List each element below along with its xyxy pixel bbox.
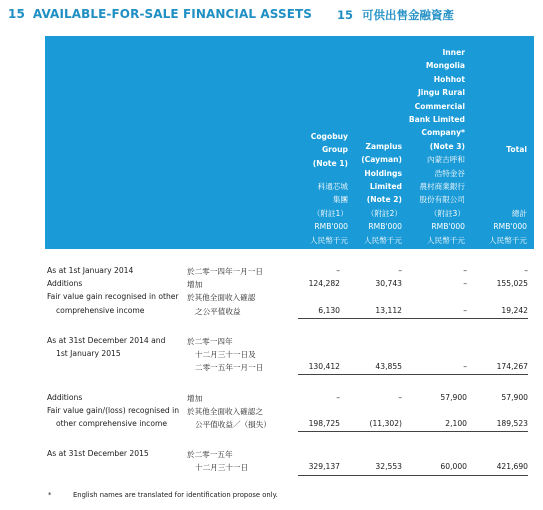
table-cell: – [463, 266, 467, 275]
column-header-en: Inner Mongolia Hohhot Jingu Rural Commercial Bank Limited Company* (Note 3) [408, 47, 465, 151]
row-label-zh: 十二月三十一日 [195, 463, 249, 472]
column-header-zh: 科通芯城 集團 （附註1） RMB'000 人民幣千元 [310, 181, 348, 245]
table-cell: 189,523 [496, 419, 528, 428]
column-header-jingu-bank [402, 36, 465, 247]
row-label-zh: 二零一五年一月一日 [195, 363, 264, 372]
row-label-en: As at 31st December 2014 and [47, 336, 166, 345]
table-cell: 57,900 [501, 393, 528, 402]
column-header-en: Total [506, 145, 527, 155]
row-label-en: As at 1st January 2014 [47, 266, 134, 275]
row-label-zh: 於其他全面收入確認 [187, 293, 256, 302]
subtotal-rule [298, 374, 528, 375]
row-label-zh: 之公平值收益 [195, 307, 241, 316]
table-cell: 43,855 [375, 362, 402, 371]
row-label-zh: 於其他全面收入確認之 [187, 407, 263, 416]
row-label-en: Additions [47, 393, 83, 402]
section-number: 15 [8, 7, 25, 21]
row-label-en: comprehensive income [56, 306, 145, 315]
row-label-en: other comprehensive income [56, 419, 168, 428]
total-rule [298, 475, 528, 476]
row-label-zh: 十二月三十一日及 [195, 350, 256, 359]
column-header-zamplus [348, 141, 402, 247]
section-title-en [8, 7, 312, 21]
column-header-en: Cogobuy Group (Note 1) [310, 131, 348, 168]
footnote-marker: * [48, 491, 52, 499]
table-cell: 6,130 [318, 306, 340, 315]
table-cell: 329,137 [308, 462, 340, 471]
row-label-zh: 增加 [187, 394, 203, 403]
column-header-total [465, 128, 527, 247]
table-cell: 60,000 [440, 462, 467, 471]
column-header-cogobuy [296, 88, 348, 247]
table-cell: 13,112 [375, 306, 402, 315]
row-label-zh: 公平值收益／（損失） [195, 420, 271, 429]
table-cell: – [463, 279, 467, 288]
subtotal-rule [298, 431, 528, 432]
footnote-text: English names are translated for identification propose only. [73, 491, 278, 499]
section-title-zh-text: 可供出售金融資產 [362, 8, 455, 22]
table-cell: 32,553 [375, 462, 402, 471]
column-header-en: Zamplus (Cayman) Holdings Limited (Note 2) [361, 141, 402, 205]
table-cell: 198,725 [308, 419, 340, 428]
table-cell: 155,025 [496, 279, 528, 288]
table-cell: – [336, 393, 340, 402]
table-cell: 421,690 [496, 462, 528, 471]
row-label-en: 1st January 2015 [56, 349, 121, 358]
table-cell: – [463, 306, 467, 315]
table-cell: – [336, 266, 340, 275]
row-label-zh: 增加 [187, 280, 203, 289]
row-label-zh: 於二零一四年一月一日 [187, 267, 263, 276]
table-cell: 30,743 [375, 279, 402, 288]
row-label-en: Additions [47, 279, 83, 288]
table-cell: – [463, 362, 467, 371]
table-cell: – [398, 266, 402, 275]
subtotal-rule [298, 318, 528, 319]
column-header-zh: 總計 RMB'000 人民幣千元 [489, 208, 527, 245]
table-cell: 57,900 [440, 393, 467, 402]
table-cell: 2,100 [445, 419, 467, 428]
column-header-zh: （附註2） RMB'000 人民幣千元 [364, 208, 402, 245]
section-title-zh [337, 7, 454, 23]
section-title-en-text: AVAILABLE-FOR-SALE FINANCIAL ASSETS [32, 7, 313, 21]
table-cell: – [398, 393, 402, 402]
row-label-en: As at 31st December 2015 [47, 449, 149, 458]
row-label-zh: 於二零一四年 [187, 337, 233, 346]
column-header-zh: 內蒙古呼和 浩特金谷 農村商業銀行 股份有限公司 （附註3） RMB'000 人民幣千元 [419, 155, 465, 245]
table-cell: 130,412 [308, 362, 340, 371]
table-cell: 124,282 [308, 279, 340, 288]
row-label-en: Fair value gain recognised in other [47, 292, 179, 301]
table-cell: (11,302) [369, 419, 402, 428]
table-cell: – [524, 266, 528, 275]
table-cell: 19,242 [501, 306, 528, 315]
row-label-en: Fair value gain/(loss) recognised in [47, 406, 180, 415]
row-label-zh: 於二零一五年 [187, 450, 233, 459]
table-cell: 174,267 [496, 362, 528, 371]
section-number-zh: 15 [337, 8, 354, 22]
